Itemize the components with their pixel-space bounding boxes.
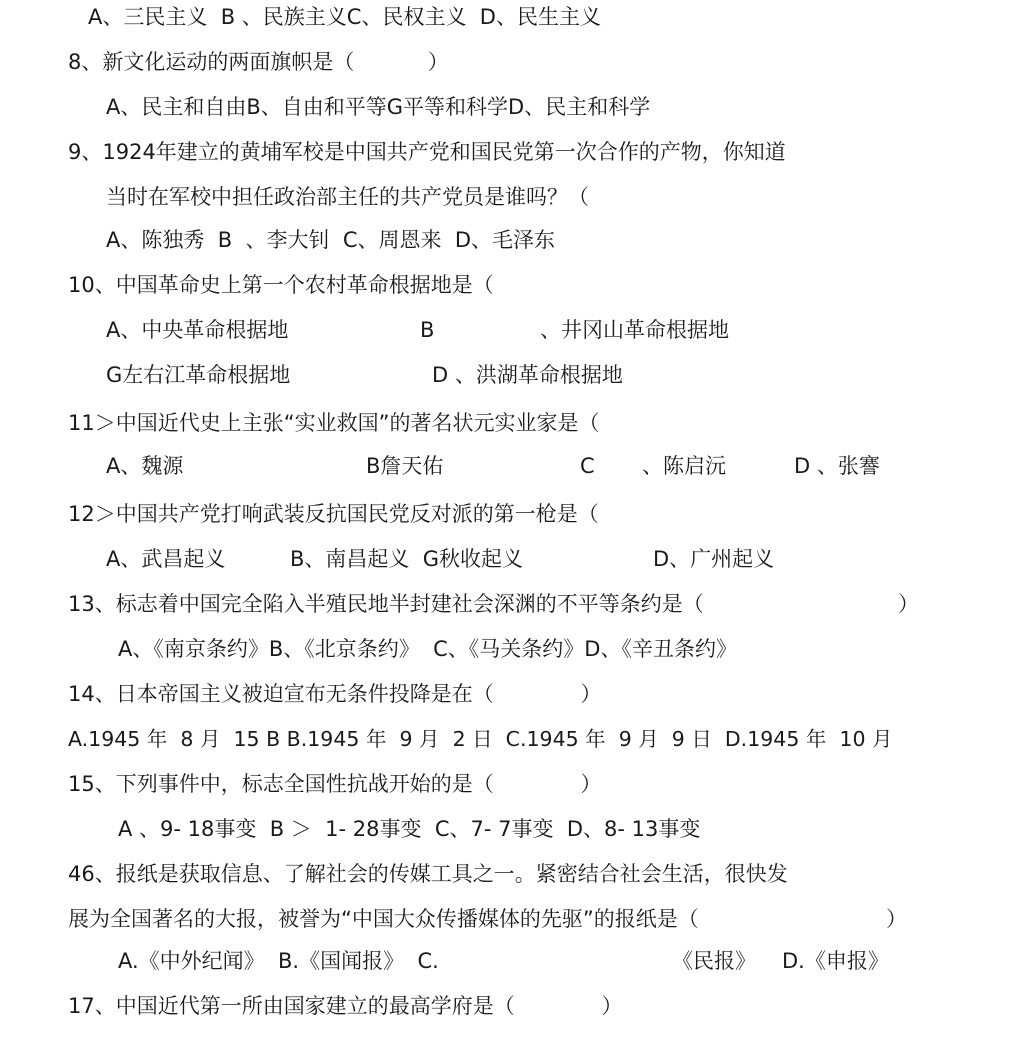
q11-option-a: A、魏源 <box>106 454 184 478</box>
q10-option-c: G左右江革命根据地 <box>106 363 291 387</box>
q8-question: 8、新文化运动的两面旗帜是（ ） <box>68 50 449 74</box>
q9-question-line2: 当时在军校中担任政治部主任的共产党员是谁吗？（ <box>106 185 589 209</box>
q17-question: 17、中国近代第一所由国家建立的最高学府是（ ） <box>68 994 623 1018</box>
q14-question: 14、日本帝国主义被迫宣布无条件投降是在（ ） <box>68 682 602 706</box>
q9-options: A、陈独秀 B 、李大钊 C、周恩来 D、毛泽东 <box>106 228 556 252</box>
q11-option-d: D 、张謇 <box>794 454 880 478</box>
q12-option-d: D、广州起义 <box>653 547 775 571</box>
q10-option-b-text: 、井冈山革命根据地 <box>540 318 729 342</box>
q9-question-line1: 9、1924年建立的黄埔军校是中国共产党和国民党第一次合作的产物，你知道 <box>68 140 786 164</box>
q15-options: A 、9- 18事变 B ＞ 1- 28事变 C、7- 7事变 D、8- 13事变 <box>118 817 701 841</box>
q12-question: 12＞中国共产党打响武装反抗国民党反对派的第一枪是（ <box>68 502 599 526</box>
q10-option-d: D 、洪湖革命根据地 <box>432 363 623 387</box>
q8-options: A、民主和自由B、自由和平等G平等和科学D、民主和科学 <box>106 95 651 119</box>
q12-option-b-c: B、南昌起义 G秋收起义 <box>290 547 524 571</box>
q15-question: 15、下列事件中，标志全国性抗战开始的是（ ） <box>68 772 602 796</box>
q7-options: A、三民主义 B 、民族主义C、民权主义 D、民生主义 <box>88 5 601 29</box>
q14-options: A.1945 年 8 月 15 B B.1945 年 9 月 2 日 C.1945 年 9 月 9 日 D.1945 年 10 月 <box>68 727 893 751</box>
q11-question: 11＞中国近代史上主张“实业救国”的著名状元实业家是（ <box>68 411 600 435</box>
q16-question-line1: 46、报纸是获取信息、了解社会的传媒工具之一。紧密结合社会生活，很快发 <box>68 862 788 886</box>
q13-question: 13、标志着中国完全陷入半殖民地半封建社会深渊的不平等条约是（ <box>68 592 704 616</box>
q16-question-line2: 展为全国著名的大报，被誉为“中国大众传播媒体的先驱”的报纸是（ <box>68 907 699 931</box>
q13-close-paren: ） <box>898 592 919 616</box>
q10-question: 10、中国革命史上第一个农村革命根据地是（ <box>68 273 494 297</box>
q10-option-a: A、中央革命根据地 <box>106 318 289 342</box>
q16-option-a-b-c: A.《中外纪闻》 B.《国闻报》 C. <box>118 949 439 973</box>
q11-option-c-letter: C <box>580 454 595 478</box>
q10-option-b-letter: B <box>420 318 435 342</box>
q13-options: A、《南京条约》B、《北京条约》 C、《马关条约》D、《辛丑条约》 <box>118 637 737 661</box>
q11-option-c-text: 、陈启沅 <box>642 454 726 478</box>
q11-option-b: B詹天佑 <box>366 454 444 478</box>
q12-option-a: A、武昌起义 <box>106 547 226 571</box>
q16-option-c-text: 《民报》 <box>672 949 756 973</box>
q16-close-paren: ） <box>886 907 907 931</box>
q16-option-d: D.《申报》 <box>782 949 889 973</box>
